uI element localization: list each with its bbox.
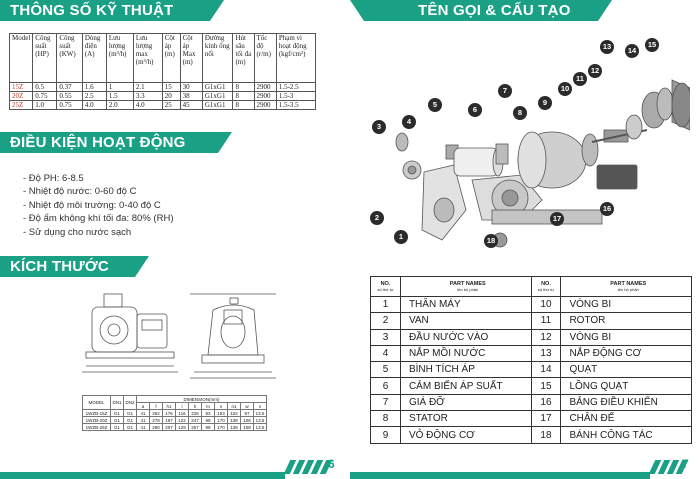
- dim-cell: 99: [202, 417, 215, 424]
- spec-cell: 4.0: [82, 101, 106, 110]
- callout-16: 16: [600, 202, 614, 216]
- spec-cell: 15: [162, 83, 180, 92]
- parts-row: [371, 313, 692, 329]
- dim-cell: 138: [228, 417, 241, 424]
- header-arrow-left: [350, 0, 380, 21]
- dim-row: [83, 417, 267, 424]
- parts-row: [371, 329, 692, 345]
- part-name: QUẠT: [561, 362, 692, 378]
- spec-cell: 2.5: [82, 92, 106, 101]
- col-no: NO.: [380, 280, 391, 287]
- part-name: THÂN MÁY: [400, 297, 531, 313]
- dim-cell: G1: [111, 424, 124, 431]
- dim-col-h1: h1: [163, 403, 176, 410]
- header-conditions: ĐIỀU KIỆN HOẠT ĐỘNG: [0, 132, 218, 153]
- part-number: 11: [531, 313, 561, 329]
- parts-row: [371, 394, 692, 410]
- dim-cell: 280: [150, 424, 163, 431]
- part-name: NẮP MỒI NƯỚC: [400, 345, 531, 361]
- spec-cell: 0.55: [57, 92, 82, 101]
- callout-2: 2: [370, 211, 384, 225]
- part-name: VÒNG BI: [561, 297, 692, 313]
- spec-row: [10, 101, 316, 110]
- dim-cell: G1: [124, 424, 137, 431]
- spec-cell: 38: [180, 92, 202, 101]
- part-number: 7: [371, 394, 401, 410]
- footer-stripes-left: [287, 460, 329, 474]
- spec-header-5: Lưu lượng max (m³/h): [133, 34, 162, 83]
- callout-12: 12: [588, 64, 602, 78]
- conditions-list: [23, 172, 173, 239]
- condition-ph: - Độ PH: 6-8.5: [23, 173, 84, 184]
- spec-header-11: Phạm vi hoạt động (kgf/cm²): [276, 34, 315, 83]
- spec-cell: 1: [106, 83, 133, 92]
- part-number: 10: [531, 297, 561, 313]
- spec-cell: 8: [233, 83, 254, 92]
- spec-table: [9, 33, 316, 110]
- col-no-sub: số thứ tự: [377, 286, 394, 292]
- part-name: STATOR: [400, 411, 531, 427]
- spec-cell: 1.5-3: [276, 92, 315, 101]
- footer-stripes-right: [652, 460, 685, 474]
- col-part-name-sub: tên bộ phận: [457, 286, 479, 292]
- dim-cell: 1WZB-25Z: [83, 424, 111, 431]
- dim-col-n: n: [215, 403, 228, 410]
- footer-bar-right: [350, 472, 650, 479]
- dim-cell: 197: [163, 417, 176, 424]
- page-number-right: 7: [682, 457, 689, 471]
- part-name: BÌNH TÍCH ÁP: [400, 362, 531, 378]
- part-number: 13: [531, 345, 561, 361]
- dim-cell: 226: [189, 410, 202, 417]
- part-name: VỎ ĐỘNG CƠ: [400, 427, 531, 443]
- spec-row: [10, 83, 316, 92]
- callout-4: 4: [402, 115, 416, 129]
- header-dimensions: KÍCH THƯỚC: [0, 256, 135, 277]
- spec-header-4: Lưu lượng (m³/h): [106, 34, 133, 83]
- dim-cell: 13.5: [254, 417, 267, 424]
- parts-row: [371, 297, 692, 313]
- header-parts: TÊN GỌI & CẤU TẠO: [368, 0, 598, 21]
- part-number: 15: [531, 378, 561, 394]
- spec-cell: 15Z: [10, 83, 33, 92]
- dim-col-dn1: DN1: [111, 396, 124, 410]
- part-number: 4: [371, 345, 401, 361]
- part-number: 12: [531, 329, 561, 345]
- dim-cell: 108: [241, 417, 254, 424]
- part-name: BẢNG ĐIỀU KHIỂN: [561, 394, 692, 410]
- dimension-table: [82, 395, 267, 431]
- parts-table: [370, 276, 692, 444]
- spec-cell: 25: [162, 101, 180, 110]
- spec-cell: 1.6: [82, 83, 106, 92]
- dim-cell: 122: [228, 410, 241, 417]
- part-name: BÁNH CÔNG TÁC: [561, 427, 692, 443]
- callout-14: 14: [625, 44, 639, 58]
- condition-env-temp: - Nhiệt độ môi trường: 0-40 độ C: [23, 199, 161, 211]
- callout-1: 1: [394, 230, 408, 244]
- spec-cell: 0.75: [33, 92, 57, 101]
- spec-header-1: Công suất (HP): [33, 34, 57, 83]
- spec-cell: 8: [233, 101, 254, 110]
- callout-17: 17: [550, 212, 564, 226]
- spec-cell: 2.0: [106, 101, 133, 110]
- spec-cell: G1xG1: [202, 92, 233, 101]
- spec-header-7: Cột áp Max (m): [180, 34, 202, 83]
- spec-cell: 1.5-2.5: [276, 83, 315, 92]
- dim-cell: 93: [202, 410, 215, 417]
- part-number: 2: [371, 313, 401, 329]
- callout-7: 7: [498, 84, 512, 98]
- dim-row: [83, 424, 267, 431]
- parts-row: [371, 411, 692, 427]
- spec-row: [10, 92, 316, 101]
- dim-cell: 176: [163, 410, 176, 417]
- spec-cell: 0.5: [33, 83, 57, 92]
- dim-cell: 108: [241, 424, 254, 431]
- dim-cell: 138: [228, 424, 241, 431]
- dim-cell: 1WZB-15Z: [83, 410, 111, 417]
- spec-cell: G1xG1: [202, 83, 233, 92]
- spec-header-3: Dòng điện (A): [82, 34, 106, 83]
- part-name: NẮP ĐỘNG CƠ: [561, 345, 692, 361]
- dim-cell: 13.5: [254, 424, 267, 431]
- spec-header-8: Đường kính ống nối: [202, 34, 233, 83]
- dim-cell: 278: [150, 417, 163, 424]
- exploded-pump-diagram: [372, 30, 690, 255]
- col-no-sub-2: số thứ tự: [537, 286, 555, 292]
- spec-cell: 0.37: [57, 83, 82, 92]
- dim-cell: 207: [163, 424, 176, 431]
- callout-9: 9: [538, 96, 552, 110]
- dim-cell: G1: [124, 417, 137, 424]
- col-part-name-2: PART NAMES: [610, 280, 647, 287]
- dim-cell: 97: [241, 410, 254, 417]
- callout-5: 5: [428, 98, 442, 112]
- callout-11: 11: [573, 72, 587, 86]
- condition-humidity: - Độ ẩm không khí tối đa: 80% (RH): [23, 213, 174, 225]
- part-name: VAN: [400, 313, 531, 329]
- part-number: 3: [371, 329, 401, 345]
- spec-cell: 2900: [254, 101, 276, 110]
- pump-side-drawing: [82, 292, 182, 377]
- spec-cell: G1xG1: [202, 101, 233, 110]
- dim-cell: 41: [137, 424, 150, 431]
- dim-col-w: w: [241, 403, 254, 410]
- spec-cell: 2.1: [133, 83, 162, 92]
- dim-title: DIMENSION(mm): [137, 396, 267, 403]
- dim-cell: 129: [176, 424, 189, 431]
- dim-cell: 170: [215, 417, 228, 424]
- dim-col-dn2: DN2: [124, 396, 137, 410]
- dim-cell: 13.5: [254, 410, 267, 417]
- dim-row: [83, 410, 267, 417]
- dim-cell: 41: [137, 410, 150, 417]
- parts-row: [371, 378, 692, 394]
- dim-cell: 1WZB-20Z: [83, 417, 111, 424]
- header-specs: THÔNG SỐ KỸ THUẬT: [0, 0, 210, 21]
- dim-cell: 247: [189, 417, 202, 424]
- part-number: 14: [531, 362, 561, 378]
- dim-cell: 257: [189, 424, 202, 431]
- part-name: LỒNG QUẠT: [561, 378, 692, 394]
- parts-row: [371, 427, 692, 443]
- callout-3: 3: [372, 120, 386, 134]
- col-part-name: PART NAMES: [449, 280, 486, 287]
- dim-cell: 262: [150, 410, 163, 417]
- dim-col-model: MODEL: [83, 396, 111, 410]
- spec-cell: 1.5: [106, 92, 133, 101]
- part-number: 8: [371, 411, 401, 427]
- dim-cell: G1: [111, 410, 124, 417]
- parts-row: [371, 345, 692, 361]
- spec-cell: 8: [233, 92, 254, 101]
- dim-cell: 41: [137, 417, 150, 424]
- footer-bar-left: [0, 472, 285, 479]
- part-name: ROTOR: [561, 313, 692, 329]
- part-name: CHÂN ĐẾ: [561, 411, 692, 427]
- spec-cell: 1.0: [33, 101, 57, 110]
- condition-clean-water: - Sử dụng cho nước sạch: [23, 226, 132, 238]
- part-name: GIÁ ĐỠ: [400, 394, 531, 410]
- part-name: ĐẦU NƯỚC VÀO: [400, 329, 531, 345]
- part-number: 9: [371, 427, 401, 443]
- spec-cell: 4.0: [133, 101, 162, 110]
- spec-header-10: Tốc độ (r/m): [254, 34, 276, 83]
- dim-col-h: h: [189, 403, 202, 410]
- part-number: 18: [531, 427, 561, 443]
- dim-col-s: s: [254, 403, 267, 410]
- callout-6: 6: [468, 103, 482, 117]
- dim-cell: 122: [176, 417, 189, 424]
- part-number: 16: [531, 394, 561, 410]
- dim-cell: 99: [202, 424, 215, 431]
- page-number-left: 6: [328, 457, 335, 471]
- dim-cell: G1: [111, 417, 124, 424]
- part-name: CẢM BIẾN ÁP SUẤT: [400, 378, 531, 394]
- spec-cell: 3.3: [133, 92, 162, 101]
- part-number: 6: [371, 378, 401, 394]
- parts-row: [371, 362, 692, 378]
- spec-header-2: Công suất (KW): [57, 34, 82, 83]
- spec-cell: 1.5-3.5: [276, 101, 315, 110]
- dim-col-n1: n1: [228, 403, 241, 410]
- callout-15: 15: [645, 38, 659, 52]
- spec-header-9: Hút sâu tối đa (m): [233, 34, 254, 83]
- spec-cell: 0.75: [57, 101, 82, 110]
- callout-18: 18: [484, 234, 498, 248]
- dim-cell: 153: [215, 410, 228, 417]
- spec-cell: 20Z: [10, 92, 33, 101]
- condition-water-temp: - Nhiệt độ nước: 0-60 độ C: [23, 186, 137, 198]
- dim-col-a: a: [137, 403, 150, 410]
- dim-cell: 170: [215, 424, 228, 431]
- spec-cell: 2900: [254, 92, 276, 101]
- spec-header-0: Model: [10, 34, 33, 83]
- dim-cell: G1: [124, 410, 137, 417]
- spec-cell: 2900: [254, 83, 276, 92]
- spec-cell: 25Z: [10, 101, 33, 110]
- parts-table-header: [371, 277, 692, 297]
- spec-cell: 45: [180, 101, 202, 110]
- dim-cell: 116: [176, 410, 189, 417]
- col-no-2: NO.: [541, 280, 551, 287]
- col-part-name-sub-2: tên bộ phận: [617, 286, 639, 292]
- part-number: 5: [371, 362, 401, 378]
- spec-cell: 30: [180, 83, 202, 92]
- spec-cell: 20: [162, 92, 180, 101]
- part-name: VÒNG BI: [561, 329, 692, 345]
- part-number: 17: [531, 411, 561, 427]
- dim-col-m: m: [202, 403, 215, 410]
- callout-13: 13: [600, 40, 614, 54]
- callout-8: 8: [513, 106, 527, 120]
- part-number: 1: [371, 297, 401, 313]
- dim-col-f: f: [150, 403, 163, 410]
- callout-10: 10: [558, 82, 572, 96]
- dim-col-i: i: [176, 403, 189, 410]
- spec-header-6: Cột áp (m): [162, 34, 180, 83]
- pump-front-drawing: [188, 290, 278, 382]
